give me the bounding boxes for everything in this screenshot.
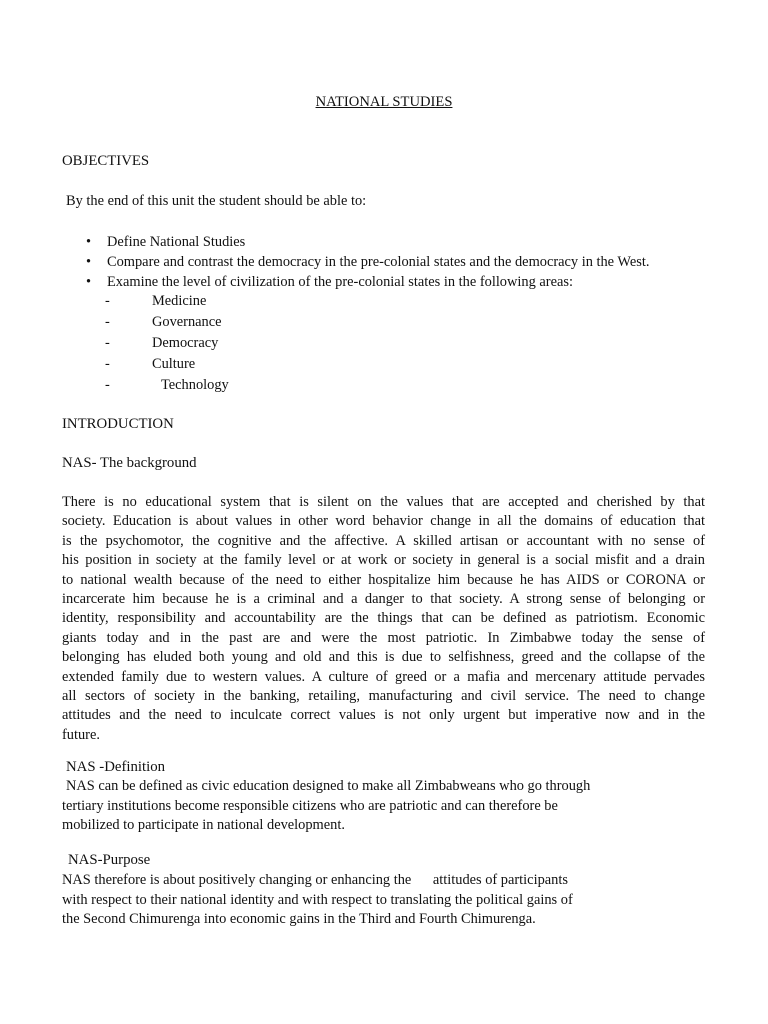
area-text: Governance (152, 314, 222, 330)
purpose-heading: NAS-Purpose (68, 852, 151, 868)
list-item (62, 272, 649, 292)
area-text: Culture (152, 356, 196, 372)
definition-paragraph (62, 777, 590, 836)
bullet-icon: • (86, 234, 92, 250)
introduction-heading: INTRODUCTION (62, 416, 174, 432)
paragraph-line: all sectors of society in the banking, retailing, manufacturing and civil service. The need to change (62, 687, 705, 704)
paragraph-line: the Second Chimurenga into economic gains in the Third and Fourth Chimurenga. (62, 911, 536, 928)
definition-heading: NAS -Definition (66, 759, 166, 775)
area-text: Technology (161, 377, 229, 393)
objectives-list (62, 232, 649, 292)
dash-icon: - (105, 314, 110, 330)
paragraph-line: his position in society at the family level or at work or society in general is a social misfit and a drain (62, 552, 705, 569)
paragraph-line: society. Education is about values in other word behavior change in all the domains of education that (62, 513, 705, 530)
paragraph-line: identity, responsibility and accountability are the things that can be defined as patriotism. Economic (62, 610, 705, 627)
paragraph-line: mobilized to participate in national development. (62, 817, 345, 834)
background-paragraph (62, 493, 705, 745)
paragraph-line: belonging has eluded both young and old and this is due to selfishness, greed and the collapse of the (62, 649, 705, 666)
area-text: Medicine (152, 293, 207, 309)
page-title: NATIONAL STUDIES (315, 94, 453, 110)
paragraph-line: with respect to their national identity and with respect to translating the political gains of (62, 891, 573, 908)
bullet-icon: • (86, 274, 92, 290)
list-item (62, 252, 649, 272)
dash-icon: - (105, 335, 110, 351)
purpose-paragraph (62, 871, 573, 930)
area-text: Democracy (152, 335, 219, 351)
objective-text: Compare and contrast the democracy in the pre-colonial states and the democracy in the West. (107, 254, 650, 270)
dash-icon: - (105, 356, 110, 372)
paragraph-line: to national wealth because of the need to either hospitalize him because he has AIDS or CORONA or (62, 571, 705, 588)
paragraph-line: attitudes and the need to inculcate correct values is not only urgent but imperative now and in the (62, 707, 705, 724)
paragraph-line: tertiary institutions become responsible citizens who are patriotic and can therefore be (62, 797, 558, 814)
objective-text: Examine the level of civilization of the pre-colonial states in the following areas: (107, 274, 573, 290)
paragraph-line: NAS can be defined as civic education designed to make all Zimbabweans who go through (66, 778, 591, 794)
objective-text: Define National Studies (107, 234, 246, 250)
paragraph-line: NAS therefore is about positively changing or enhancing the attitudes of participants (62, 872, 568, 888)
bullet-icon: • (86, 254, 92, 270)
paragraph-line: extended family due to western values. A culture of greed or a mafia and mercenary attitude pervades (62, 668, 705, 685)
dash-icon: - (105, 293, 110, 309)
paragraph-line: is the psychomotor, the cognitive and the affective. A skilled artisan or accountant with no sense of (62, 532, 705, 549)
paragraph-line: incarcerate him because he is a criminal and a danger to that society. A strong sense of belonging or (62, 590, 705, 607)
paragraph-line: future. (62, 726, 100, 743)
objectives-heading: OBJECTIVES (62, 153, 150, 169)
paragraph-line: giants today and in the past are and were the most patriotic. In Zimbabwe today the sense of (62, 629, 705, 646)
paragraph-line: There is no educational system that is silent on the values that are accepted and cherished by that (62, 494, 705, 510)
objectives-intro: By the end of this unit the student should be able to: (66, 193, 367, 209)
background-heading: NAS- The background (62, 455, 197, 471)
list-item (62, 232, 649, 252)
dash-icon: - (105, 377, 110, 393)
